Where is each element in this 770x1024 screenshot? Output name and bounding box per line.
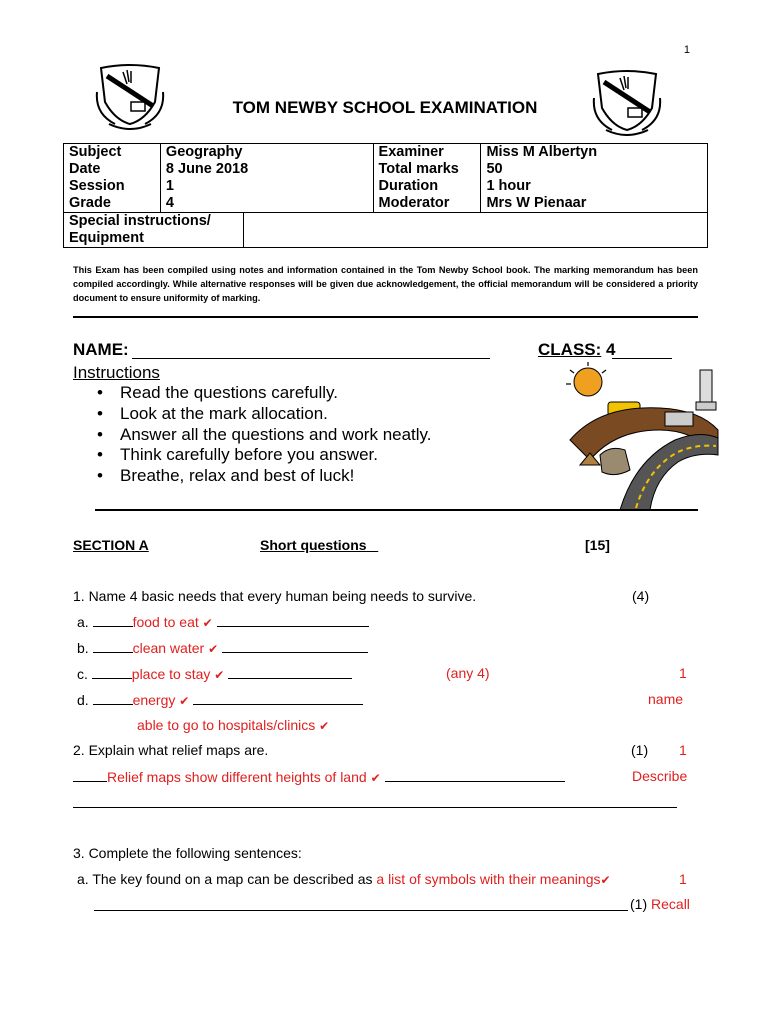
duration-label: Duration: [373, 178, 481, 195]
class-value: 4: [606, 340, 616, 359]
special-label-line2: Equipment: [69, 230, 144, 246]
answer-prefix: d.: [77, 692, 89, 708]
date-label: Date: [64, 161, 161, 178]
special-instructions-label: [64, 213, 244, 248]
moderator-value: Mrs W Pienaar: [481, 195, 708, 213]
q3a-text: a. The key found on a map can be described as: [77, 871, 373, 887]
q1-extra-answer: [137, 717, 329, 733]
q1-margin-note: name: [648, 691, 684, 707]
tick-icon: ✔: [208, 642, 219, 656]
tick-icon: ✔: [179, 694, 190, 708]
q1-answer-b[interactable]: [77, 639, 368, 656]
name-label: NAME:: [73, 340, 129, 359]
intro-text: This Exam has been compiled using notes and information contained in the Tom Newby School book. The marking memorandum has been compiled accordingly. While alternative responses will be given due acknowledgement, the official memorandum will be considered a priority document to ensure uniformity of marking.: [73, 265, 698, 303]
answer-text: place to stay: [131, 666, 211, 682]
answer-text: Relief maps show different heights of land: [107, 769, 367, 785]
tick-icon: ✔: [370, 771, 381, 785]
q1-answer-a[interactable]: [77, 613, 369, 630]
exam-title: TOM NEWBY SCHOOL EXAMINATION: [232, 98, 538, 117]
total-marks-value: 50: [481, 161, 708, 178]
q3a-marks: (1): [630, 896, 648, 912]
tick-icon: ✔: [202, 616, 213, 630]
date-value: 8 June 2018: [160, 161, 373, 178]
instruction-item: • Look at the mark allocation.: [97, 404, 432, 425]
q2-answer[interactable]: [73, 768, 565, 785]
instruction-item: • Think carefully before you answer.: [97, 445, 432, 466]
answer-prefix: c.: [77, 666, 88, 682]
page-number: 1: [683, 44, 690, 56]
school-crest-left: [95, 62, 165, 130]
instruction-item: • Breathe, relax and best of luck!: [97, 466, 432, 487]
q2-mark-red: 1: [679, 742, 687, 758]
grade-label: Grade: [64, 195, 161, 213]
answer-text: food to eat: [132, 614, 199, 630]
section-name: Short questions: [260, 537, 367, 553]
answer-prefix: a.: [77, 614, 89, 630]
q3a-answer-line[interactable]: [94, 910, 628, 911]
q1-marks: (4): [632, 588, 650, 604]
q1-answer-d[interactable]: [77, 691, 363, 708]
q1-margin-mark: 1: [679, 665, 687, 681]
duration-value: 1 hour: [481, 178, 708, 195]
subject-value: Geography: [160, 144, 373, 162]
section-marks: [15]: [585, 537, 610, 553]
subject-label: Subject: [64, 144, 161, 162]
q1-any-note: (any 4): [446, 665, 490, 681]
total-marks-label: Total marks: [373, 161, 481, 178]
q1-text: 1. Name 4 basic needs that every human being needs to survive.: [73, 588, 477, 604]
extra-answer-text: able to go to hospitals/clinics: [137, 717, 316, 733]
q3a-note: Recall: [651, 896, 690, 912]
answer-text: clean water: [132, 640, 205, 656]
examiner-value: Miss M Albertyn: [481, 144, 708, 162]
q3a-line: [77, 871, 611, 887]
examiner-label: Examiner: [373, 144, 481, 162]
tick-icon: ✔: [319, 719, 330, 733]
road-clipart-illustration: [560, 360, 725, 510]
tick-icon: ✔: [214, 668, 225, 682]
class-label: CLASS:: [538, 340, 602, 359]
instruction-item: • Answer all the questions and work neatly.: [97, 425, 432, 446]
session-label: Session: [64, 178, 161, 195]
special-label-line1: Special instructions/: [69, 213, 211, 229]
q2-marks: (1): [631, 742, 649, 758]
q2-extra-answer-line[interactable]: [73, 807, 677, 808]
divider-top: [73, 316, 698, 318]
q3a-marks-line: [630, 896, 690, 912]
q3a-answer: a list of symbols with their meanings: [376, 871, 601, 887]
q2-text: 2. Explain what relief maps are.: [73, 742, 269, 758]
class-input-line[interactable]: [612, 358, 672, 359]
instructions-heading: Instructions: [73, 363, 160, 382]
moderator-label: Moderator: [373, 195, 481, 213]
grade-value: 4: [160, 195, 373, 213]
tick-icon: ✔: [600, 873, 611, 887]
q3a-mark-red: 1: [679, 871, 687, 887]
special-instructions-value: [243, 213, 707, 248]
session-value: 1: [160, 178, 373, 195]
instruction-item: • Read the questions carefully.: [97, 383, 432, 404]
q2-margin-note: Describe: [632, 768, 688, 784]
answer-text: energy: [132, 692, 176, 708]
q3-text: 3. Complete the following sentences:: [73, 845, 302, 861]
section-label: SECTION A: [73, 537, 149, 553]
exam-info-table: [63, 143, 708, 248]
divider-bottom: [95, 509, 698, 511]
instructions-list: [97, 383, 432, 487]
answer-prefix: b.: [77, 640, 89, 656]
class-field: [538, 340, 615, 360]
q1-answer-c[interactable]: [77, 665, 352, 682]
name-input-line[interactable]: [132, 358, 490, 359]
